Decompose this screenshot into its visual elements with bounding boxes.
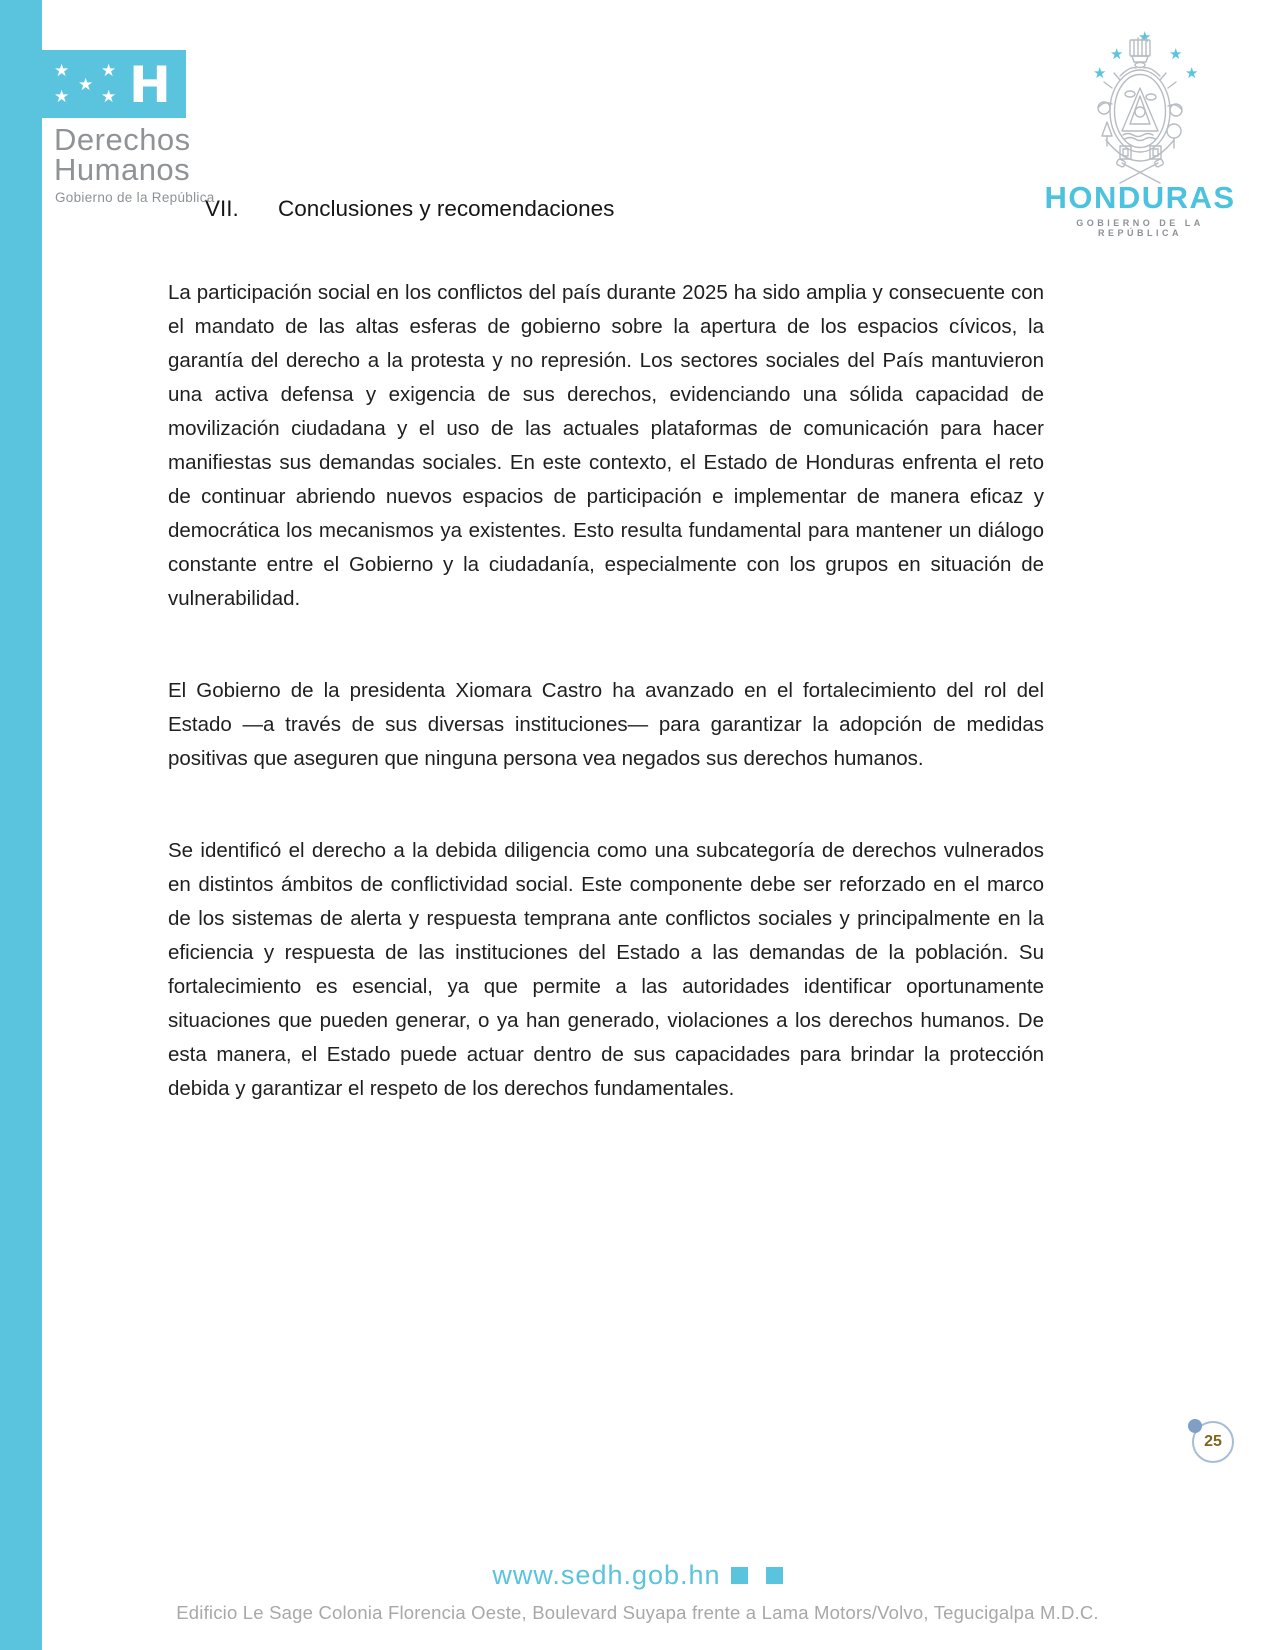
honduras-gov-logo	[1038, 20, 1242, 236]
flag-h-letter: H	[129, 56, 171, 114]
flag-star-icon: ★	[101, 87, 117, 106]
brand-name	[54, 122, 302, 187]
paragraph-3: Se identificó el derecho a la debida diligencia como una subcategoría de derechos vulnerados en distintos ámbitos de conflictividad social. Este componente debe ser reforzado en el marco de los sistemas de alerta y respuesta temprana ante conflictos sociales y principalmente en la eficiencia y respuesta de las instituciones del Estado a las demandas de la población. Su fortalecimiento es esencial, ya que permite a las autoridades identificar oportunamente situaciones que pueden generar, o ya han generado, violaciones a los derechos humanos. De esta manera, el Estado puede actuar dentro de sus capacidades para brindar la protección debida y garantizar el respeto de los derechos fundamentales.	[168, 839, 1044, 1100]
sedh-logo	[42, 50, 302, 205]
document-body	[168, 196, 1044, 1164]
coat-of-arms-icon	[1090, 36, 1190, 186]
footer-square-icon	[731, 1567, 748, 1584]
footer-square-icon	[766, 1567, 783, 1584]
flag-star-icon: ★	[54, 87, 70, 106]
brand-name-line2: Humanos	[54, 152, 191, 187]
section-number: VII.	[205, 196, 239, 221]
flag-star-icon: ★	[78, 75, 94, 94]
flag-star-icon: ★	[54, 61, 70, 80]
left-accent-bar	[0, 0, 42, 1650]
page-number-badge	[1192, 1421, 1234, 1463]
footer	[0, 1560, 1275, 1591]
gov-star-icon: ★	[1093, 65, 1107, 82]
brand-tagline: Gobierno de la República	[55, 190, 215, 205]
flag-star-icon: ★	[101, 61, 117, 80]
gov-star-icon: ★	[1138, 29, 1152, 46]
paragraph-1: La participación social en los conflictos del país durante 2025 ha sido amplia y consecuente con el mandato de las altas esferas de gobierno sobre la apertura de los espacios cívicos, la garantía del derecho a la protesta y no represión. Los sectores sociales del País mantuvieron una activa defensa y exigencia de sus derechos, evidenciando una sólida capacidad de movilización ciudadana y el uso de las actuales plataformas de comunicación para hacer manifiestas sus demandas sociales. En este contexto, el Estado de Honduras enfrenta el reto de continuar abriendo nuevos espacios de participación e implementar de manera eficaz y democrática los mecanismos ya existentes. Esto resulta fundamental para mantener un diálogo constante entre el Gobierno y la ciudadanía, especialmente con los grupos en situación de vulnerabilidad.	[168, 281, 1044, 610]
badge-dot-icon	[1188, 1419, 1202, 1433]
paragraph-2: El Gobierno de la presidenta Xiomara Castro ha avanzado en el fortalecimiento del rol del Estado —a través de sus diversas instituciones— para garantizar la adopción de medidas positivas que aseguren que ninguna persona vea negados sus derechos humanos.	[168, 679, 1044, 770]
gov-country-name: HONDURAS	[1044, 180, 1236, 215]
section-heading	[168, 196, 1044, 222]
gov-star-icon: ★	[1169, 46, 1183, 63]
gov-star-icon: ★	[1110, 46, 1124, 63]
brand-name-line1: Derechos	[54, 122, 191, 157]
page-number: 25	[1204, 1433, 1222, 1450]
gov-tagline: GOBIERNO DE LA REPÚBLICA	[1076, 218, 1204, 238]
honduras-flag-mark	[42, 50, 186, 118]
footer-address: Edificio Le Sage Colonia Florencia Oeste, Boulevard Suyapa frente a Lama Motors/Volvo, Tegucigalpa M.D.C.	[176, 1602, 1099, 1623]
footer-url[interactable]: www.sedh.gob.hn	[492, 1560, 721, 1590]
section-title: Conclusiones y recomendaciones	[278, 196, 615, 221]
gov-star-icon: ★	[1185, 65, 1199, 82]
